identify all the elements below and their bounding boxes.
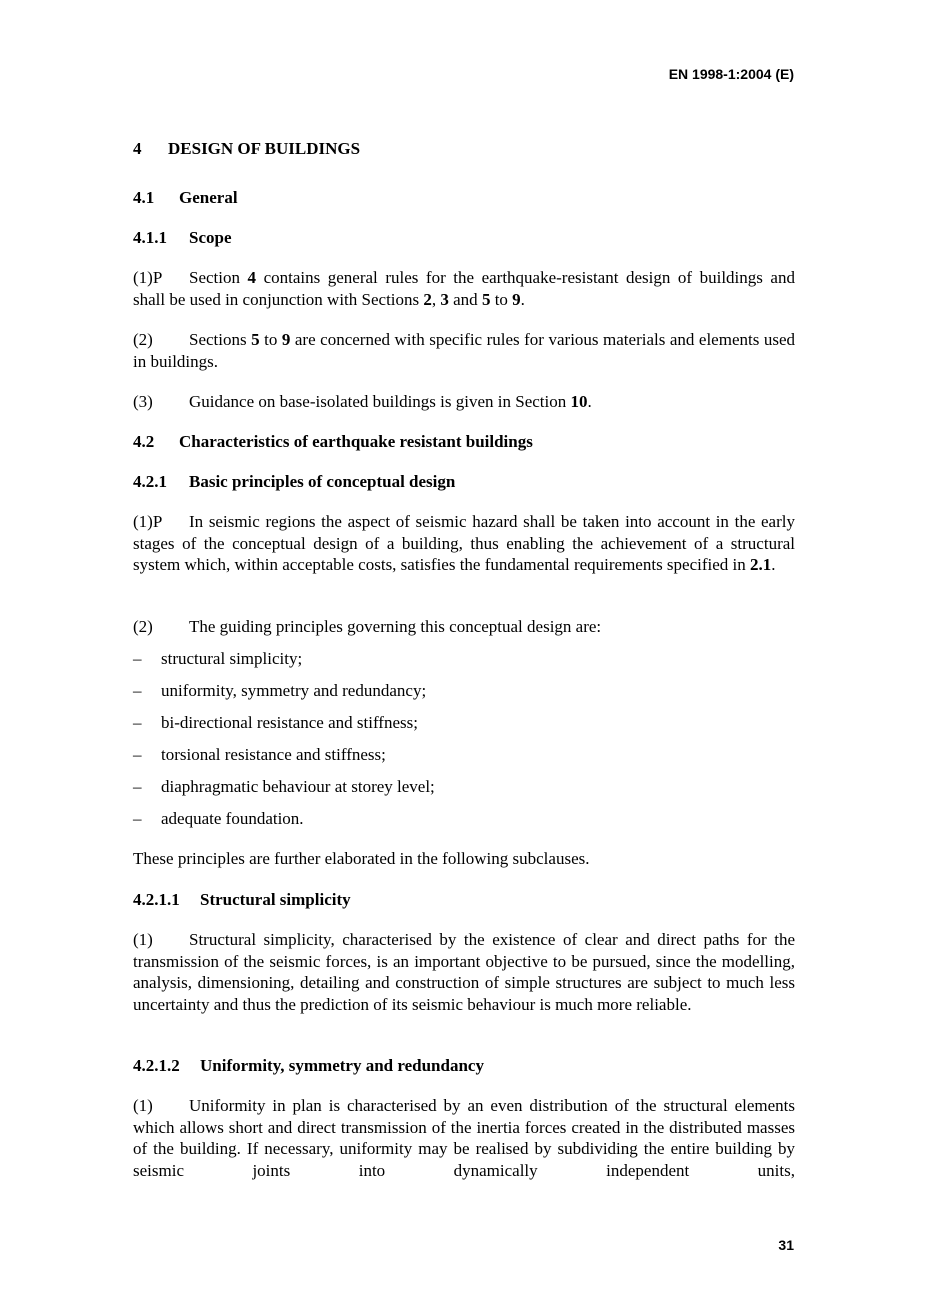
heading-4-1 [133, 187, 795, 209]
paragraph-label: (2) [133, 617, 153, 636]
text-run: In seismic regions the aspect of seismic hazard shall be taken into account in the early stages of the conceptual design of a building, thus enabling the achievement of a structural system which, within acceptable costs, satisfies the fundamental requirements specified in [133, 512, 795, 574]
text-run: The guiding principles governing this conceptual design are: [189, 617, 602, 636]
uniformity-paragraph-1 [133, 1095, 795, 1181]
heading-text: Characteristics of earthquake resistant buildings [179, 432, 533, 451]
list-item [133, 680, 795, 702]
dash-bullet: – [133, 809, 142, 828]
conceptual-paragraph-1 [133, 511, 795, 576]
section-ref: 2.1 [750, 555, 772, 574]
text-run: Sections [189, 330, 252, 349]
heading-number: 4.1.1 [133, 228, 167, 247]
text-run: are concerned with specific rules for various materials and elements used in buildings. [133, 330, 795, 371]
dash-bullet: – [133, 681, 142, 700]
list-item [133, 744, 795, 766]
heading-text: Scope [189, 228, 232, 247]
heading-4-2-1-1 [133, 889, 795, 911]
heading-number: 4.2.1.1 [133, 890, 180, 909]
list-item [133, 776, 795, 798]
text-run: contains general rules for the earthquake-resistant design of buildings and shall be used in conjunction with Sections [133, 268, 795, 309]
heading-number: 4.2.1.2 [133, 1056, 180, 1075]
text-run: to [490, 289, 513, 309]
text-run: Section [189, 268, 248, 287]
list-item-text: diaphragmatic behaviour at storey level; [161, 777, 435, 796]
heading-text: Uniformity, symmetry and redundancy [200, 1056, 484, 1075]
section-ref: 9 [512, 289, 521, 309]
paragraph-label: (3) [133, 392, 153, 411]
section-ref: 5 [251, 330, 260, 349]
scope-paragraph-1 [133, 267, 795, 310]
text-run: Structural simplicity, characterised by the existence of clear and direct paths for the transmission of the seismic forces, is an important objective to be pursued, since the modelling, analysis, dimensioning, detailing and construction of simple structures are subject to much less uncertainty and thus the prediction of its seismic behaviour is much more reliable. [133, 930, 795, 1014]
text-run: and [448, 289, 482, 309]
paragraph-label: (1) [133, 1096, 153, 1115]
conceptual-closing: These principles are further elaborated in the following subclauses. [133, 849, 590, 868]
heading-number: 4.1 [133, 188, 155, 207]
heading-4-2-1-2 [133, 1055, 795, 1077]
section-ref: 9 [281, 330, 291, 349]
paragraph-label: (1)P [133, 268, 163, 287]
text-run: . [771, 555, 776, 574]
section-ref: 4 [247, 268, 257, 287]
dash-bullet: – [133, 649, 142, 668]
text-run: to [259, 330, 282, 349]
scope-paragraph-3 [133, 391, 795, 413]
section-ref: 10 [570, 392, 588, 411]
list-item-text: torsional resistance and stiffness; [161, 745, 386, 764]
list-item [133, 712, 795, 734]
text-run: , [431, 289, 441, 309]
dash-bullet: – [133, 745, 142, 764]
section-ref: 3 [440, 289, 449, 309]
list-item [133, 648, 795, 670]
text-run: . [587, 392, 592, 411]
list-item-text: uniformity, symmetry and redundancy; [161, 681, 427, 700]
paragraph-label: (2) [133, 330, 153, 349]
text-run: . [520, 289, 525, 309]
heading-4-2-1 [133, 471, 795, 493]
paragraph-label: (1) [133, 930, 153, 949]
page-number: 31 [778, 1237, 794, 1253]
heading-4-1-1 [133, 227, 795, 249]
list-item-text: adequate foundation. [161, 809, 304, 828]
heading-4-2 [133, 431, 795, 453]
heading-text: Structural simplicity [200, 890, 351, 909]
text-run: Guidance on base-isolated buildings is given in Section [189, 392, 571, 411]
heading-4 [133, 138, 795, 160]
heading-text: General [179, 188, 238, 207]
conceptual-paragraph-2 [133, 616, 795, 638]
section-ref: 2 [423, 289, 432, 309]
list-item-text: structural simplicity; [161, 649, 303, 668]
heading-text: DESIGN OF BUILDINGS [168, 139, 361, 158]
dash-bullet: – [133, 777, 142, 796]
paragraph-label: (1)P [133, 512, 163, 531]
heading-number: 4 [133, 139, 142, 158]
heading-text: Basic principles of conceptual design [189, 472, 456, 491]
list-item-text: bi-directional resistance and stiffness; [161, 713, 418, 732]
scope-paragraph-2 [133, 329, 795, 372]
simplicity-paragraph-1 [133, 929, 795, 1015]
heading-number: 4.2.1 [133, 472, 167, 491]
list-item [133, 808, 795, 830]
section-ref: 5 [481, 289, 491, 309]
heading-number: 4.2 [133, 432, 155, 451]
text-run: Uniformity in plan is characterised by an even distribution of the structural elements which allows short and direct transmission of the inertia forces created in the distributed masses of the building. If necessary, uniformity may be realised by subdividing the entire building by seismic joints into dynamically independent units, [133, 1096, 795, 1180]
dash-bullet: – [133, 713, 142, 732]
page-header: EN 1998-1:2004 (E) [668, 66, 794, 82]
